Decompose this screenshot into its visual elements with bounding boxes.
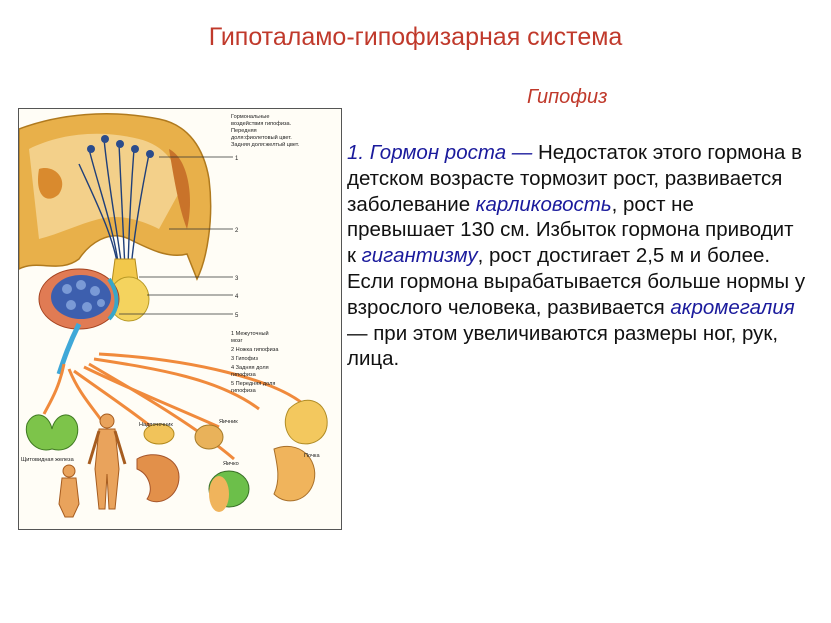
term-gigantism: гигантизму: [361, 244, 478, 268]
legend-top-line: доля:фиолетовый цвет.: [231, 135, 292, 141]
kidney: [137, 455, 179, 502]
legend-bottom-line: 4 Задняя доля: [231, 365, 269, 371]
legend-top-line: Гормональные: [231, 114, 270, 120]
term-acromegaly: акромегалия: [670, 295, 795, 319]
pointer-number: 3: [235, 276, 239, 282]
text-part: Недостаток этого гормона в детском возрасте тормозит рост, развивается заболевание: [347, 141, 803, 216]
testis-label: Яичко: [223, 461, 239, 467]
section-subtitle: Гипофиз: [527, 86, 608, 108]
hormone-heading: 1. Гормон роста —: [347, 141, 533, 164]
legend-bottom-line: 1 Межуточный: [231, 331, 269, 337]
organ-top-right: [285, 400, 327, 444]
legend-top-line: Задняя доля:желтый цвет.: [231, 142, 300, 148]
pointer-number: 1: [235, 156, 239, 162]
text-part: — при этом увеличиваются размеры ног, рук, лица.: [347, 321, 779, 371]
legend-top-line: Передняя: [231, 128, 257, 134]
page-title: Гипоталамо-гипофизарная система: [208, 23, 623, 51]
ovary: [195, 425, 223, 449]
legend-bottom-line: гипофиза: [231, 388, 256, 394]
legend-bottom-line: мозг: [231, 338, 243, 344]
legend-bottom-line: 5 Передняя доля: [231, 381, 276, 387]
text-part: , рост не превышает 130 см. Избыток гормона приводит к: [347, 192, 794, 268]
growth-hormone-text: [347, 140, 807, 372]
kidney-label: Почка: [304, 453, 320, 459]
child-figure: [59, 465, 79, 517]
thyroid-label: Щитовидная железа: [21, 457, 74, 463]
term-dwarfism: карликовость: [475, 192, 612, 216]
hormone-arrows: [44, 354, 309, 459]
pointer-number: 2: [235, 228, 239, 234]
legend-bottom-line: гипофиза: [231, 372, 256, 378]
adrenal-label: Надпочечник: [139, 422, 173, 428]
legend-bottom-line: 2 Ножка гипофиза: [231, 347, 279, 353]
pituitary-diagram: [18, 108, 342, 530]
pointer-number: 5: [235, 313, 239, 319]
thyroid-gland: [26, 415, 77, 450]
ovary-label: Яичник: [219, 419, 238, 425]
adult-figure: [89, 414, 125, 509]
legend-top-line: воздействия гипофиза.: [231, 121, 292, 127]
legend-bottom-line: 3 Гипофиз: [231, 356, 258, 362]
pointer-number: 4: [235, 294, 239, 300]
text-part: , рост достигает 2,5 м и более. Если гормона вырабатывается больше нормы у взрослого человека, развивается: [347, 244, 806, 319]
